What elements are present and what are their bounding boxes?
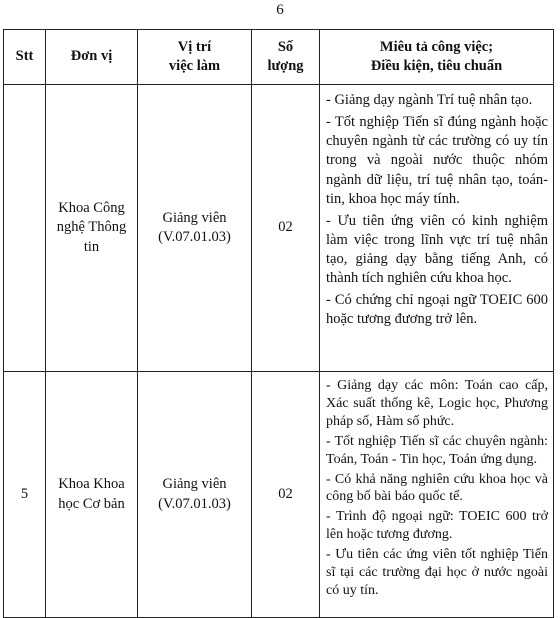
cell-unit <box>46 85 138 372</box>
cell-description <box>320 372 554 618</box>
header-position <box>138 30 252 85</box>
cell-unit <box>46 372 138 618</box>
header-quantity <box>252 30 320 85</box>
unit-line: tin <box>83 238 100 255</box>
header-quantity-line: lượng <box>267 58 304 74</box>
description-item: - Ưu tiên các ứng viên tốt nghiệp Tiến sĩ tại các trường đại học ở nước ngoài có uy tín. <box>326 547 548 598</box>
description-item: - Giảng dạy ngành Trí tuệ nhân tạo. <box>326 92 533 108</box>
cell-position <box>138 372 252 618</box>
position-line: (V.07.01.03) <box>158 495 231 512</box>
unit-line: Khoa Công <box>58 200 125 217</box>
header-position-line: việc làm <box>168 58 221 74</box>
page-number: 6 <box>276 2 284 18</box>
unit-line: nghệ Thông <box>56 219 127 236</box>
position-line: Giảng viên <box>162 209 227 226</box>
description-item: - Có khả năng nghiên cứu khoa học và công bố bài báo quốc tế. <box>326 471 548 505</box>
header-quantity-line: Số <box>277 38 294 55</box>
description-item: - Trình độ ngoại ngữ: TOEIC 600 trở lên hoặc tương đương. <box>326 509 548 543</box>
table-header-row <box>4 30 554 85</box>
position-line: Giảng viên <box>162 476 227 493</box>
header-unit: Đơn vị <box>46 30 138 85</box>
header-position-line: Vị trí <box>177 38 212 55</box>
header-description-line: Miêu tả công việc; <box>379 38 494 55</box>
description-item: - Tốt nghiệp Tiến sĩ đúng ngành hoặc chuyên ngành từ các trường có uy tín trong và ngoài nước thuộc nhóm ngành dữ liệu, trí tuệ nhân tạo, toán-tin, khoa học máy tính. <box>326 114 548 207</box>
position-line: (V.07.01.03) <box>158 229 231 245</box>
cell-quantity: 02 <box>252 85 320 372</box>
cell-stt <box>4 85 46 372</box>
unit-line: học Cơ bản <box>58 495 125 512</box>
cell-quantity: 02 <box>252 372 320 618</box>
cell-description <box>320 85 554 372</box>
header-stt: Stt <box>4 30 46 85</box>
recruitment-table <box>3 29 554 618</box>
cell-stt: 5 <box>4 372 46 618</box>
table-row <box>4 85 554 372</box>
header-description-line: Điều kiện, tiêu chuẩn <box>370 58 503 74</box>
unit-line: Khoa Khoa <box>58 476 125 493</box>
header-description <box>320 30 554 85</box>
description-item: - Tốt nghiệp Tiến sĩ các chuyên ngành: Toán, Toán - Tin học, Toán ứng dụng. <box>326 433 548 467</box>
description-item: - Ưu tiên ứng viên có kinh nghiệm làm việc trong lĩnh vực trí tuệ nhân tạo, giảng dạy bằng tiếng Anh, có thành tích nghiên cứu khoa học. <box>326 212 548 287</box>
description-item: - Giảng dạy các môn: Toán cao cấp, Xác suất thống kê, Logic học, Phương pháp số, Hàm số phức. <box>326 378 548 429</box>
description-item: - Có chứng chỉ ngoại ngữ TOEIC 600 hoặc tương đương trở lên. <box>326 292 548 328</box>
cell-position <box>138 85 252 372</box>
table-row <box>4 372 554 618</box>
